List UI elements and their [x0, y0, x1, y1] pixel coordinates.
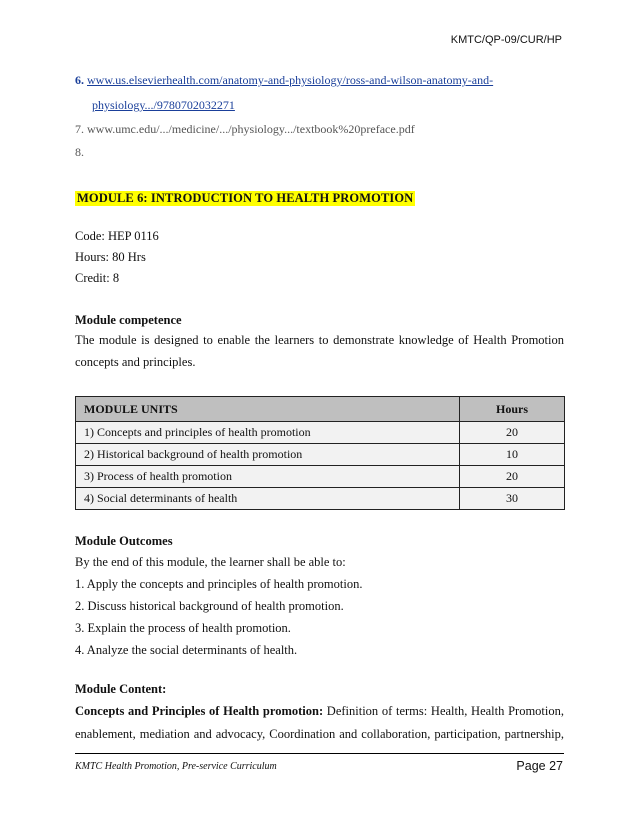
competence-line-2: concepts and principles. [75, 355, 196, 369]
reference-item-6 [75, 73, 493, 88]
reference-6-number: 6. [75, 73, 84, 87]
content-line-2: enablement, mediation and advocacy, Coordination and collaboration, participation, partnership, [75, 727, 564, 741]
footer-title: KMTC Health Promotion, Pre-service Curriculum [75, 761, 277, 772]
outcomes-intro: By the end of this module, the learner shall be able to: [75, 555, 346, 569]
hours-cell: 10 [460, 444, 565, 466]
footer-divider [75, 753, 564, 754]
document-code: KMTC/QP-09/CUR/HP [450, 34, 562, 46]
table-header-row [76, 397, 565, 422]
module-code: Code: HEP 0116 [75, 229, 159, 243]
hours-cell: 20 [460, 422, 565, 444]
module-hours: Hours: 80 Hrs [75, 250, 146, 264]
reference-7-text: 7. www.umc.edu/.../medicine/.../physiology.../textbook%20preface.pdf [75, 122, 415, 136]
content-topic-text: Definition of terms: Health, Health Promotion, [323, 704, 564, 718]
reference-6-link-cont[interactable]: physiology.../9780702032271 [92, 98, 235, 112]
content-topic-title: Concepts and Principles of Health promotion: [75, 704, 324, 718]
reference-item-8 [75, 145, 84, 160]
module-credit: Credit: 8 [75, 271, 120, 285]
page-number: Page 27 [516, 759, 563, 773]
reference-item-7 [75, 122, 415, 137]
outcome-item: 3. Explain the process of health promotion. [75, 621, 291, 635]
unit-cell: 1) Concepts and principles of health promotion [76, 422, 460, 444]
unit-cell: 3) Process of health promotion [76, 466, 460, 488]
outcome-item: 1. Apply the concepts and principles of health promotion. [75, 577, 363, 591]
outcome-item: 2. Discuss historical background of health promotion. [75, 599, 344, 613]
units-column-header: MODULE UNITS [76, 397, 460, 422]
hours-cell: 20 [460, 466, 565, 488]
reference-8-number: 8. [75, 145, 84, 159]
content-heading: Module Content: [75, 682, 167, 696]
module-title: MODULE 6: INTRODUCTION TO HEALTH PROMOTION [77, 191, 414, 205]
unit-cell: 2) Historical background of health promotion [76, 444, 460, 466]
reference-6-link[interactable]: www.us.elsevierhealth.com/anatomy-and-physiology/ross-and-wilson-anatomy-and- [87, 73, 494, 87]
content-line-1 [75, 704, 564, 719]
table-row [76, 444, 565, 466]
outcomes-heading: Module Outcomes [75, 534, 173, 548]
hours-cell: 30 [460, 488, 565, 510]
reference-item-6-cont [92, 98, 235, 113]
hours-column-header: Hours [460, 397, 565, 422]
table-row [76, 466, 565, 488]
table-row [76, 422, 565, 444]
outcome-item: 4. Analyze the social determinants of health. [75, 643, 298, 657]
competence-line-1: The module is designed to enable the learners to demonstrate knowledge of Health Promotion [75, 333, 564, 347]
table-row [76, 488, 565, 510]
module-units-table [75, 396, 565, 510]
competence-heading: Module competence [75, 313, 182, 327]
unit-cell: 4) Social determinants of health [76, 488, 460, 510]
